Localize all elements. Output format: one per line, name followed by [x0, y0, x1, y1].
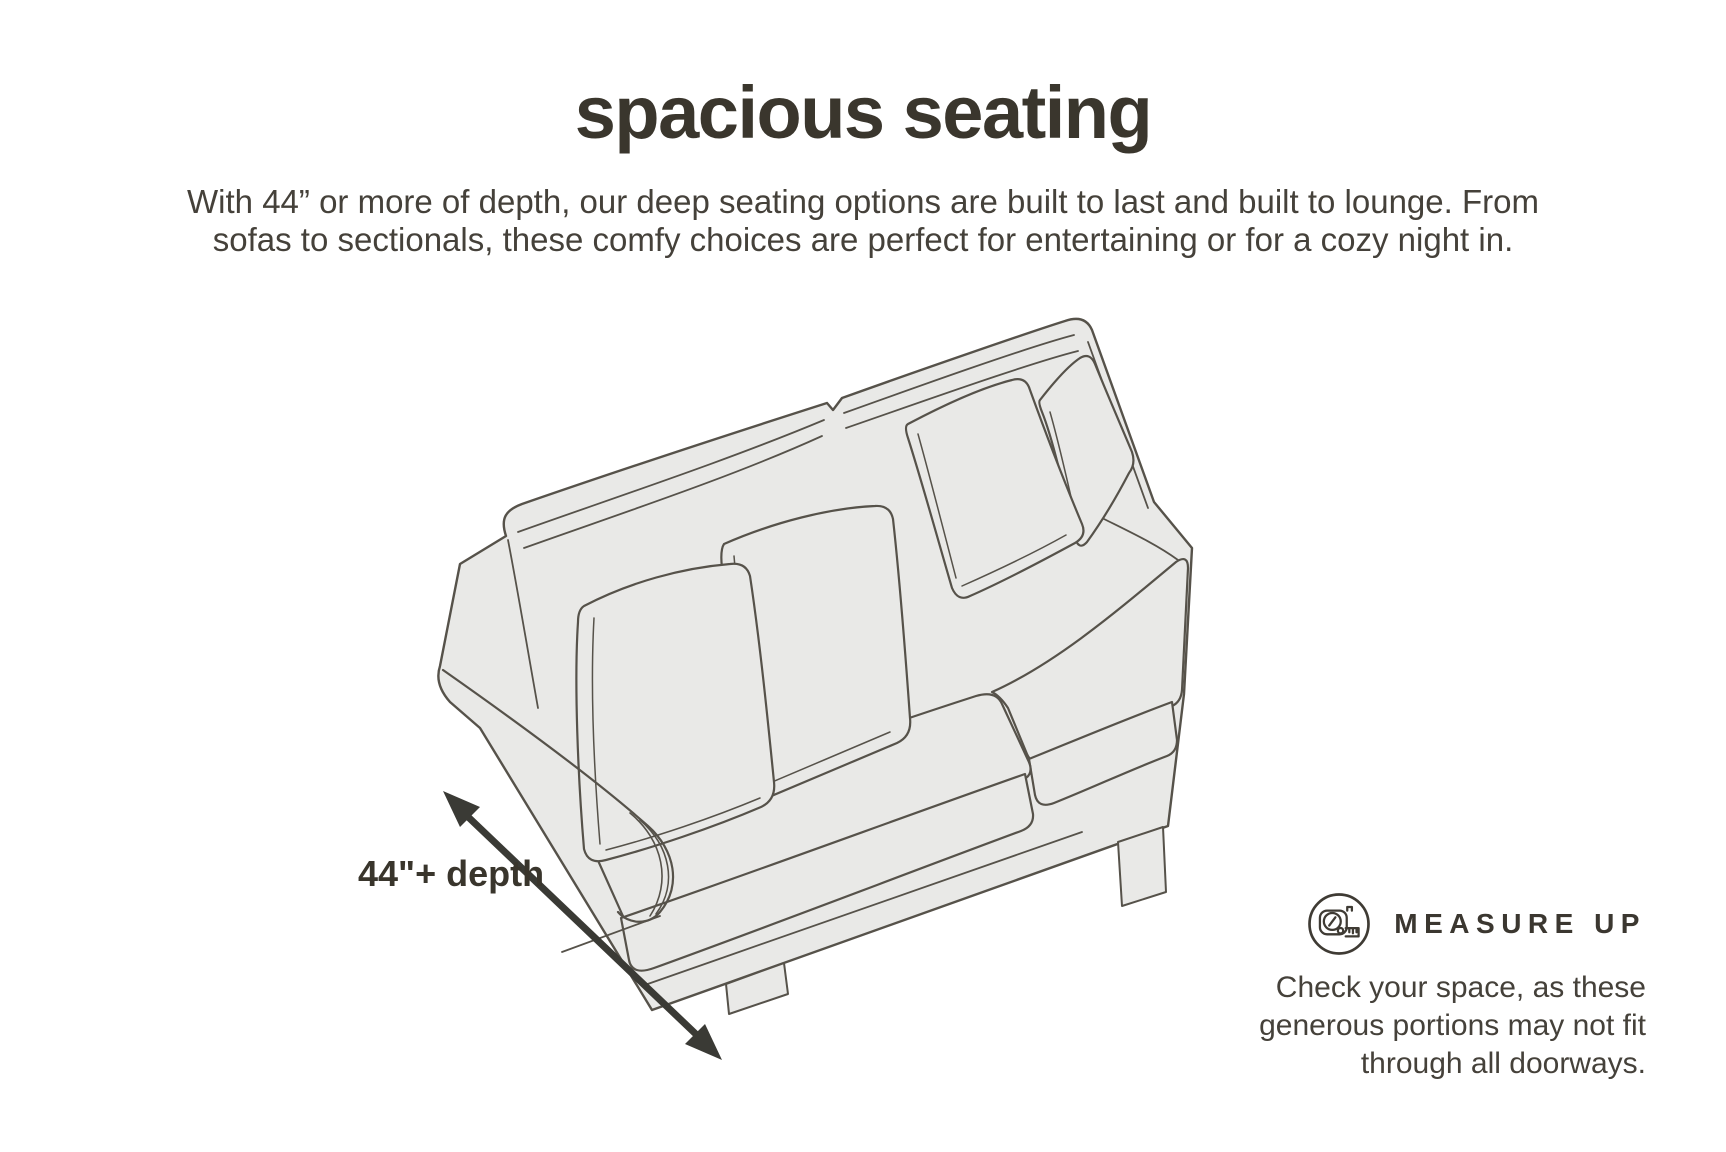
measure-note-line-2: generous portions may not fit	[1259, 1009, 1646, 1042]
sofa-illustration	[330, 270, 1230, 1070]
measure-note-line-3: through all doorways.	[1360, 1047, 1646, 1080]
measure-up-heading: MEASURE UP	[1394, 908, 1646, 939]
measure-up-block	[1106, 891, 1646, 1083]
measure-up-note	[1106, 969, 1646, 1083]
intro-line-2: sofas to sectionals, these comfy choices are perfect for entertaining or for a cozy night in.	[212, 221, 1514, 258]
tape-measure-icon	[1306, 891, 1372, 957]
depth-label: 44"+ depth	[358, 853, 545, 894]
measure-note-line-1: Check your space, as these	[1275, 971, 1646, 1004]
intro-line-1: With 44” or more of depth, our deep seating options are built to last and built to lounge. From	[187, 183, 1539, 220]
intro-paragraph	[103, 183, 1623, 259]
page-title: spacious seating	[574, 71, 1152, 154]
measure-up-header	[1106, 891, 1646, 957]
sofa-line-drawing	[330, 270, 1230, 1070]
